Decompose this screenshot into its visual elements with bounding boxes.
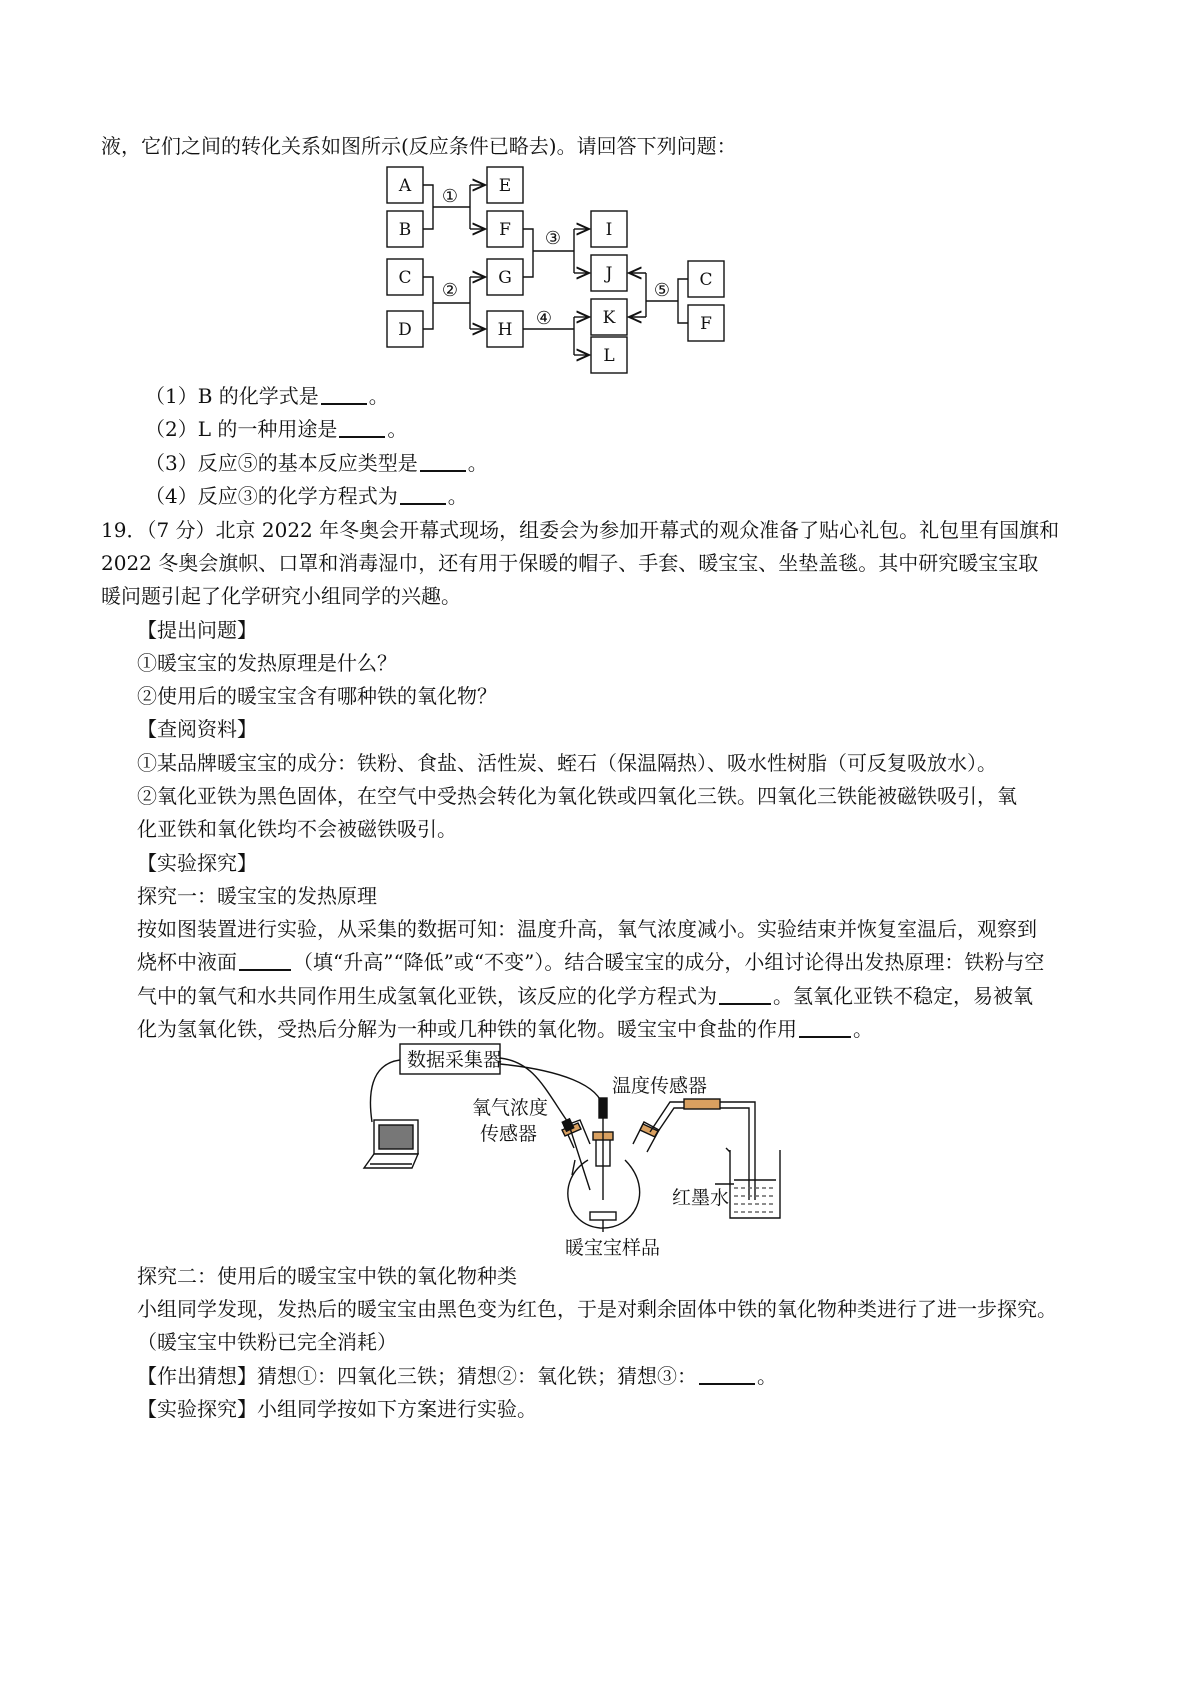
info-1: ①某品牌暖宝宝的成分：铁粉、食盐、活性炭、蛭石（保温隔热）、吸水性树脂（可反复吸放水）。: [137, 751, 997, 775]
answer-blank[interactable]: [321, 383, 367, 405]
reaction-4-label: ④: [535, 308, 553, 329]
q18-sub1: （1）B 的化学式是 。: [145, 384, 389, 408]
question-1: ①暖宝宝的发热原理是什么？: [137, 651, 397, 675]
box-L: L: [603, 346, 615, 366]
laptop-icon: [364, 1120, 418, 1168]
box-F-right: F: [700, 314, 712, 334]
answer-blank[interactable]: [339, 416, 385, 438]
box-B: B: [398, 220, 412, 240]
heading-experiment: 【实验探究】: [137, 851, 257, 875]
answer-blank[interactable]: [400, 483, 446, 505]
q19-line1: 19．（7 分）北京 2022 年冬奥会开幕式现场，组委会为参加开幕式的观众准备了贴心礼包。礼包里有国旗和: [101, 518, 1060, 542]
exp1-line2: 烧杯中液面 （填“升高”“降低”或“不变”）。结合暖宝宝的成分，小组讨论得出发热原理：铁粉与空: [137, 950, 1045, 974]
box-J: J: [605, 264, 613, 284]
q18-sub3: （3）反应⑤的基本反应类型是 。: [145, 451, 488, 475]
o2-sensor-label-2: 传感器: [480, 1123, 538, 1145]
red-ink-label: 红墨水: [672, 1187, 730, 1209]
exp2-line2: （暖宝宝中铁粉已完全消耗）: [137, 1330, 397, 1354]
heading-question: 【提出问题】: [137, 618, 257, 642]
exp2-line3: 【实验探究】小组同学按如下方案进行实验。: [137, 1397, 537, 1421]
answer-blank[interactable]: [799, 1016, 851, 1038]
box-A: A: [398, 176, 412, 196]
temp-sensor-label: 温度传感器: [612, 1075, 708, 1097]
exp2-title: 探究二：使用后的暖宝宝中铁的氧化物种类: [137, 1264, 517, 1288]
box-K: K: [602, 308, 616, 328]
reaction-3-label: ③: [544, 228, 562, 249]
box-C: C: [398, 268, 412, 288]
info-2b: 化亚铁和氧化铁均不会被磁铁吸引。: [137, 817, 457, 841]
reaction-5-label: ⑤: [653, 280, 671, 301]
q19-line2: 2022 冬奥会旗帜、口罩和消毒湿巾，还有用于保暖的帽子、手套、暖宝宝、坐垫盖毯。其中研究暖宝宝取: [101, 551, 1039, 575]
answer-blank[interactable]: [239, 949, 291, 971]
exp1-line3: 气中的氧气和水共同作用生成氢氧化亚铁，该反应的化学方程式为 。氢氧化亚铁不稳定，易被氧: [137, 984, 1033, 1008]
o2-sensor-label-1: 氧气浓度: [472, 1097, 549, 1119]
exp1-line1: 按如图装置进行实验，从采集的数据可知：温度升高，氧气浓度减小。实验结束并恢复室温后，观察到: [137, 917, 1037, 941]
q18-sub2: （2）L 的一种用途是 。: [145, 417, 408, 441]
box-H: H: [497, 320, 513, 340]
conversion-diagram: [380, 160, 740, 380]
apparatus-figure: [350, 1040, 800, 1260]
q18-sub4: （4）反应③的化学方程式为 。: [145, 484, 468, 508]
q19-line3: 暖问题引起了化学研究小组同学的兴趣。: [101, 584, 461, 608]
guess-line: 【作出猜想】猜想①：四氧化三铁；猜想②：氧化铁；猜想③： 。: [137, 1364, 777, 1388]
answer-blank[interactable]: [719, 983, 771, 1005]
box-E: E: [498, 176, 512, 196]
intro-text: 液，它们之间的转化关系如图所示(反应条件已略去)。请回答下列问题：: [101, 134, 737, 158]
sample-label: 暖宝宝样品: [565, 1237, 661, 1259]
box-G: G: [498, 268, 512, 288]
question-2: ②使用后的暖宝宝含有哪种铁的氧化物？: [137, 684, 497, 708]
box-C-right: C: [699, 270, 713, 290]
reaction-1-label: ①: [441, 186, 459, 207]
exp2-line1: 小组同学发现，发热后的暖宝宝由黑色变为红色，于是对剩余固体中铁的氧化物种类进行了进一步探究。: [137, 1297, 1057, 1321]
collector-label: 数据采集器: [407, 1049, 503, 1071]
info-2a: ②氧化亚铁为黑色固体，在空气中受热会转化为氧化铁或四氧化三铁。四氧化三铁能被磁铁吸引，氧: [137, 784, 1017, 808]
reaction-2-label: ②: [441, 280, 459, 301]
heading-info: 【查阅资料】: [137, 717, 257, 741]
box-F: F: [499, 220, 511, 240]
box-D: D: [398, 320, 412, 340]
box-I: I: [605, 220, 613, 240]
exp1-title: 探究一：暖宝宝的发热原理: [137, 884, 377, 908]
exp1-line4: 化为氢氧化铁，受热后分解为一种或几种铁的氧化物。暖宝宝中食盐的作用 。: [137, 1017, 873, 1041]
answer-blank[interactable]: [420, 450, 466, 472]
answer-blank[interactable]: [699, 1363, 755, 1385]
